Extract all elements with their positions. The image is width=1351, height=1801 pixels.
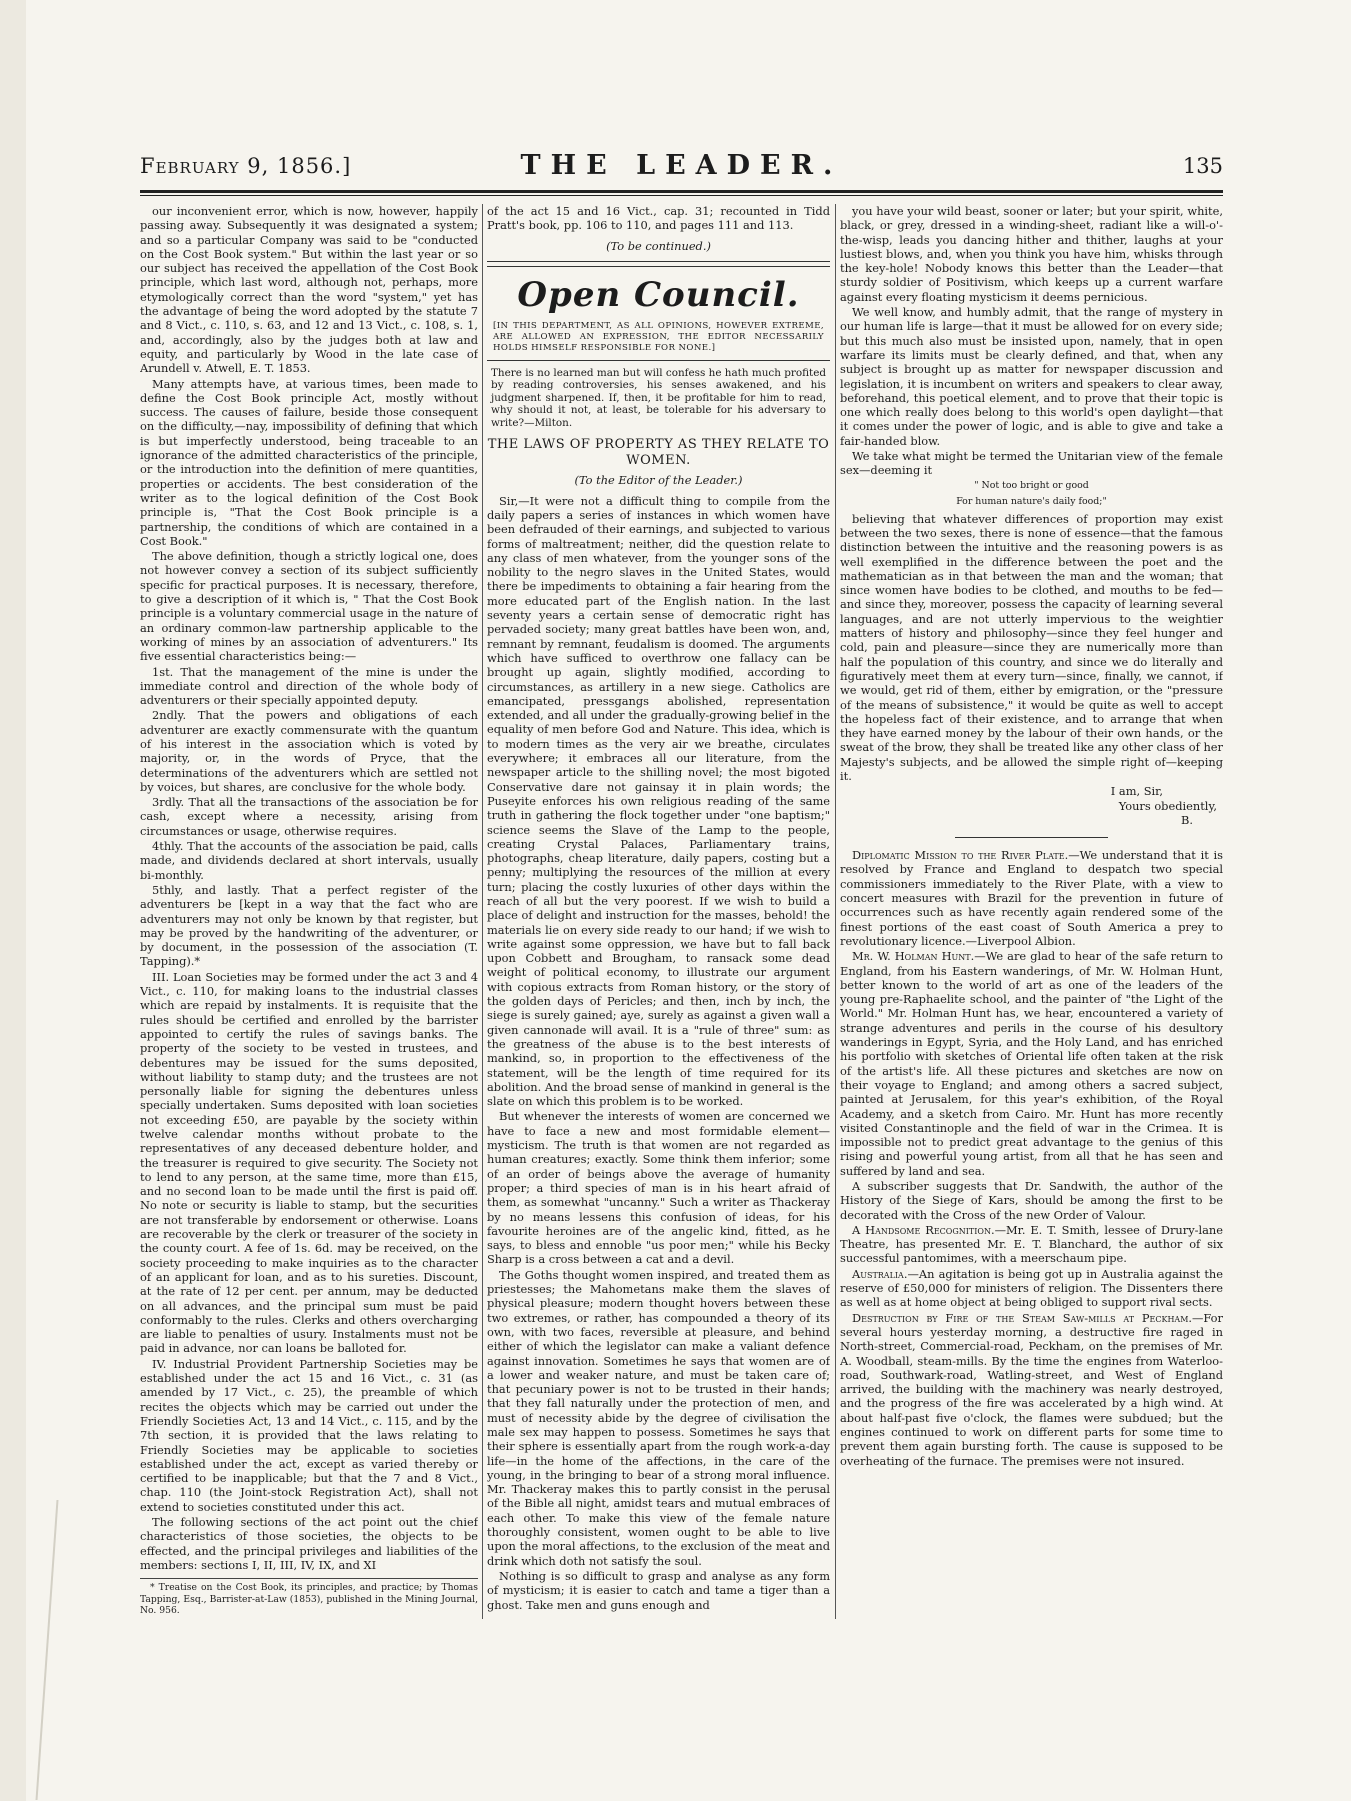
footnote: * Treatise on the Cost Book, its principles, and practice; by Thomas Tapping, Esq., Barrister-at-Law (1853), published in the Mining Journal, No. 956. bbox=[140, 1578, 478, 1616]
paragraph: Nothing is so difficult to grasp and analyse as any form of mysticism; it is easier to catch and tame a tiger than a ghost. Take men and guns enough and bbox=[487, 1568, 830, 1612]
news-item bbox=[840, 1267, 1223, 1310]
paragraph: 5thly, and lastly. That a perfect register of the adventurers be [kept in a way that the fact who are adventurers may not only be known by that register, but may be proved by the handwriting of the adventurer, or by document, in the possession of the association (T. Tapping).* bbox=[140, 882, 478, 969]
news-item-heading: A Handsome Recognition. bbox=[852, 1222, 995, 1237]
section-rule bbox=[487, 266, 830, 267]
news-items bbox=[840, 848, 1223, 1468]
paragraph: 4thly. That the accounts of the association be paid, calls made, and dividends declared at short intervals, usually bi-monthly. bbox=[140, 839, 478, 882]
continuation-text: of the act 15 and 16 Vict., cap. 31; recounted in Tidd Pratt's book, pp. 106 to 110, and pages 111 and 113. bbox=[487, 204, 830, 233]
news-item-body: —We understand that it is resolved by France and England to despatch two special commissioners immediately to the River Plate, with a view to concert measures with Brazil for the prevention in future of occurrences such as have recently again rendered some of the finest portions of the east coast of South America a prey to revolutionary licence.—Liverpool Albion. bbox=[840, 848, 1223, 948]
column-divider bbox=[835, 204, 836, 1619]
newspaper-title: THE LEADER. bbox=[520, 150, 843, 181]
paragraph: But whenever the interests of women are concerned we have to face a new and most formidable element—mysticism. The truth is that women are not regarded as human creatures; exactly. Some think them inferior; some of an order of beings above the average of humanity proper; a third species of man is in his heart afraid of them, as somewhat "uncanny." Such a writer as Thackeray by no means lessens this confusion of ideas, for his favourite heroines are of the angelic kind, fitted, as he says, to bless and ennoble "us poor men;" while his Becky Sharp is a cross between a cat and a devil. bbox=[487, 1109, 830, 1267]
to-be-continued: (To be continued.) bbox=[606, 238, 711, 253]
masthead bbox=[140, 148, 1223, 188]
paragraph: We take what might be termed the Unitarian view of the female sex—deeming it bbox=[840, 449, 1223, 478]
article-divider bbox=[955, 837, 1108, 838]
news-item-heading: Mr. W. Holman Hunt. bbox=[852, 949, 975, 964]
section-title: Open Council. bbox=[517, 274, 800, 315]
letter-continuation bbox=[840, 204, 1223, 478]
binding-mark bbox=[36, 1500, 129, 1800]
news-item-body: A subscriber suggests that Dr. Sandwith, the author of the History of the Siege of Kars, should be among the first to be decorated with the Cross of the new Order of Valour. bbox=[840, 1179, 1223, 1222]
news-item-heading: Australia. bbox=[852, 1266, 908, 1281]
paragraph: The above definition, though a strictly logical one, does not however convey a section of its subject sufficiently specific for practical purposes. It is necessary, therefore, to give a description of it which is, " That the Cost Book principle is a voluntary commercial usage in the nature of an ordinary common-law partnership applicable to the working of mines by an association of adventurers." Its five essential characteristics being:— bbox=[140, 549, 478, 664]
cost-book-article bbox=[140, 204, 478, 1572]
column-divider bbox=[482, 204, 483, 1619]
laws-of-property-letter bbox=[487, 494, 830, 1612]
paragraph: The Goths thought women inspired, and treated them as priestesses; the Mahometans make them the slaves of physical pleasure; modern thought hovers between these two extremes, or rather, has compounded a theory of its own, with two faces, reversible at pleasure, and behind either of which the legislator can make a valiant defence against innovation. Sometimes he says that women are of a lower and weaker nature, and must be taken care of; that pecuniary power is not to be trusted in their hands; that they fall naturally under the protection of men, and must of necessity abide by the degree of civilisation the male sex may happen to possess. Sometimes he says that their sphere is essentially apart from the rough work-a-day life—in the home of the affections, in the care of the young, in the bringing to bear of a strong moral influence. Mr. Thackeray makes this to partly consist in the perusal of the Bible all night, amidst tears and mutual embraces of each other. To make this view of the female nature thoroughly consistent, women ought to be able to live upon the moral affections, to the exclusion of the meat and drink which doth not satisfy the soul. bbox=[487, 1267, 830, 1568]
news-item-heading: Diplomatic Mission to the River Plate. bbox=[852, 848, 1069, 863]
news-item bbox=[840, 1223, 1223, 1266]
paragraph: believing that whatever differences of proportion may exist between the two sexes, there is none of essence—that the famous distinction between the intuitive and the reasoning powers is as well exemplified in the difference between the poet and the mathematician as in that between the man and the woman; that since women have bodies to be clothed, and mouths to be fed—and since they, moreover, possess the capacity of learning several languages, and are not utterly impervious to the weightier matters of history and philosophy—since they feel hunger and cold, pain and pleasure—since they are numerically more than half the population of this country, and since we do literally and figuratively meet them at every turn—since, finally, we cannot, if we would, get rid of them, either by emigration, or the "pressure of the means of subsistence," it would be quite as well to accept the hopeless fact of their existence, and to arrange that when they have earned money by the labour of their own hands, or the sweat of the brow, they shall be treated like any other class of her Majesty's subjects, and be allowed the simple right of—keeping it. bbox=[840, 511, 1223, 783]
news-item bbox=[840, 1179, 1223, 1222]
paragraph: 1st. That the management of the mine is under the immediate control and direction of the whole body of adventurers or their specially appointed deputy. bbox=[140, 664, 478, 708]
masthead-rule bbox=[140, 190, 1223, 193]
paragraph: We well know, and humbly admit, that the range of mystery in our human life is large—that it must be allowed for on every side; but this much also must be insisted upon, namely, that in open warfare its limits must be clearly defined, and that, when any subject is brought up as matter for newspaper discussion and legislation, it is incumbent on writers and speakers to clear away, beforehand, this poetical element, and to prove that their topic is one which really does belong to this world's open daylight—that it comes under the power of logic, and is able to give and take a fair-handed blow. bbox=[840, 305, 1223, 448]
column-3 bbox=[840, 204, 1223, 1624]
news-item-body: —For several hours yesterday morning, a destructive fire raged in North-street, Commercial-road, Peckham, on the premises of Mr. A. Woodball, steam-mills. By the time the engines from Waterloo-road, Southwark-road, Watling-street, and West of England arrived, the building with the machinery was nearly destroyed, and the progress of the fire was accelerated by a high wind. At about half-past five o'clock, the flames were subdued; but the engines continued to work on different parts for some time to prevent them again bursting forth. The cause is supposed to be overheating of the furnace. The premises were not insured. bbox=[840, 1310, 1223, 1468]
paragraph: IV. Industrial Provident Partnership Societies may be established under the act 15 and 16 Vict., c. 31 (as amended by 17 Vict., c. 25), the preamble of which recites the objects which may be carried out under the Friendly Societies Act, 13 and 14 Vict., c. 115, and by the 7th section, it is provided that the laws relating to Friendly Societies may be applicable to societies established under the act, except as varied thereby or certified to be inapplicable; but that the 7 and 8 Vict., chap. 110 (the Joint-stock Registration Act), shall not extend to societies constituted under this act. bbox=[140, 1356, 478, 1514]
article-title: THE LAWS OF PROPERTY AS THEY RELATE TO WOMEN. bbox=[487, 437, 830, 469]
signoff-closing: Yours obediently, bbox=[1118, 798, 1217, 813]
news-item-body: —We are glad to hear of the safe return to England, from his Eastern wanderings, of Mr. W. Holman Hunt, better known to the world of art as one of the leaders of the young pre-Raphaelite school, and the painter of "the Light of the World." Mr. Holman Hunt has, we hear, encountered a variety of strange adventures and perils in the course of his desultory wanderings in Egypt, Syria, and the Holy Land, and has enriched his portfolio with sketches of Oriental life often taken at the risk of the artist's life. All these pictures and sketches are now on their voyage to England; and among others a sacred subject, painted at Jerusalem, for this year's exhibition, of the Royal Academy, and a sketch from Cairo. Mr. Hunt has more recently visited Constantinople and the field of war in the Crimea. It is impossible not to predict great advantage to the genius of this rising and powerful young artist, from all that he has seen and suffered by land and sea. bbox=[840, 949, 1223, 1178]
page-edge-shadow bbox=[0, 0, 26, 1801]
paragraph: 2ndly. That the powers and obligations of each adventurer are exactly commensurate with the quantum of his interest in the association which is voted by majority, or, in the words of Pryce, that the determinations of the adventurers which are settled not by voices, but shares, are conclusive for the whole body. bbox=[140, 708, 478, 794]
editor-notice: [IN THIS DEPARTMENT, AS ALL OPINIONS, HOWEVER EXTREME, ARE ALLOWED AN EXPRESSION, THE EDITOR NECESSARILY HOLDS HIMSELF RESPONSIBLE FOR NONE.] bbox=[493, 320, 824, 353]
news-item-body: —Mr. E. T. Smith, lessee of Drury-lane Theatre, has presented Mr. E. T. Blanchard, the author of six successful pantomimes, with a meerschaum pipe. bbox=[840, 1222, 1223, 1266]
column-2 bbox=[487, 204, 830, 1624]
paragraph: 3rdly. That all the transactions of the association be for cash, except where a necessity, arising from circumstances or usage, otherwise requires. bbox=[140, 795, 478, 838]
news-item-body: —An agitation is being got up in Australia against the reserve of £50,000 for ministers of religion. The Dissenters there as well as at home object at being obliged to support rival sects. bbox=[840, 1266, 1223, 1310]
paragraph: The following sections of the act point out the chief characteristics of those societies, the objects to be effected, and the principal privileges and liabilities of the members: sections I, II, III, IV, IX, and XI bbox=[140, 1515, 478, 1572]
masthead-rule-thin bbox=[140, 195, 1223, 196]
news-item bbox=[840, 1311, 1223, 1468]
letter-conclusion bbox=[840, 512, 1223, 784]
news-item bbox=[840, 848, 1223, 948]
news-item-heading: Destruction by Fire of the Steam Saw-mills at Peckham. bbox=[852, 1310, 1193, 1325]
column-1 bbox=[140, 204, 478, 1624]
article-subtitle: (To the Editor of the Leader.) bbox=[574, 473, 743, 488]
paragraph: Many attempts have, at various times, been made to define the Cost Book principle Act, mostly without success. The causes of failure, beside those consequent on the difficulty,—nay, impossibility of defining that which is but imperfectly understood, being traceable to an ignorance of the admitted characteristics of the principle, or the introduction into the definition of mere quantities, properties or accidents. The best consideration of the writer as to the logical definition of the Cost Book principle is, "That the Cost Book principle is a partnership, the conditions of which are contained in a Cost Book." bbox=[140, 376, 478, 548]
paragraph: you have your wild beast, sooner or later; but your spirit, white, black, or grey, dressed in a winding-sheet, radiant like a will-o'-the-wisp, leads you dancing hither and thither, laughs at your lustiest blows, and, when you think you have him, whisks through the key-hole! Nobody knows this better than the Leader—that sturdy soldier of Positivism, which keeps up a current warfare against every floating mysticism it deems pernicious. bbox=[840, 204, 1223, 304]
section-rule bbox=[487, 360, 830, 361]
paragraph: Sir,—It were not a difficult thing to compile from the daily papers a series of instances in which women have been defrauded of their earnings, and subjected to various forms of maltreatment; neither, did the question relate to any class of men whatever, from the younger sons of the nobility to the negro slaves in the United States, would there be impediments to obtaining a fair hearing from the more educated part of the English nation. In the last seventy years a certain sense of democratic right has pervaded society; many great battles have been won, and, remnant by remnant, feudalism is doomed. The arguments which have sufficed to overthrow one fallacy can be brought up again, slightly modified, according to circumstances, as artillery in a new siege. Catholics are emancipated, pressgangs abolished, representation extended, and all under the gradually-growing belief in the equality of men before God and Nature. This idea, which is to modern times as the very air we breathe, circulates everywhere; it embraces all our literature, from the newspaper article to the shilling novel; the most bigoted Conservative dare not gainsay it in plain words; the Puseyite enforces his own religious reading of the same truth in gathering the flock together under "one baptism;" science seems the Slave of the Lamp to the people, creating Crystal Palaces, Parliamentary trains, photographs, cheap literature, daily papers, costing but a penny; multiplying the resources of the million at every turn; placing the costly luxuries of other days within the reach of all but the very poorest. If we wish to build a place of delight and instruction for the masses, behold! the materials lie on every side ready to our hand; if we wish to write against some oppression, we have but to fall back upon Cobbett and Brougham, to ransack some dead weight of political economy, to illustrate our argument with copious extracts from Roman history, or the story of the golden days of Pericles; and then, inch by inch, the siege is surely gained; aye, surely as against a given wall a given cannonade will avail. It is a "rule of three" sum: as the greatness of the abuse is to the best interests of mankind, so, in proportion to the effectiveness of the statement, will be the length of time required for its abolition. And the broad sense of mankind in general is the slate on which this problem is to be worked. bbox=[487, 493, 830, 1109]
news-item bbox=[840, 949, 1223, 1178]
paragraph: III. Loan Societies may be formed under the act 3 and 4 Vict., c. 110, for making loans to the industrial classes which are repaid by instalments. It is requisite that the rules should be certified and enrolled by the barrister appointed to certify the rules of savings banks. The property of the society to be vested in trustees, and debentures may be issued for the sums deposited, without liability to stamp duty; and the trustees are not personally liable for signing the debentures unless specially undertaken. Sums deposited with loan societies not exceeding £50, are payable by the society within twelve calendar months without probate to the representatives of any deceased debenture holder, and the treasurer is required to give security. The Society not to lend to any person, at the same time, more than £15, and no second loan to be made until the first is paid off. No note or security is liable to stamp, but the securities are not transferable by endorsement or otherwise. Loans are recoverable by the clerk or treasurer of the society in the county court. A fee of 1s. 6d. may be received, on the society proceeding to make inquiries as to the character of an applicant for loan, and as to his sureties. Discount, at the rate of 12 per cent. per annum, may be deducted on all advances, and the principal sum must be paid conformably to the rules. Clerks and others overcharging are liable to penalties of usury. Instalments must not be paid in advance, nor can loans be balloted for. bbox=[140, 969, 478, 1356]
verse-quote-line: " Not too bright or good bbox=[974, 479, 1089, 491]
section-rule bbox=[487, 261, 830, 262]
issue-date: February 9, 1856.] bbox=[140, 154, 352, 178]
signoff-salutation: I am, Sir, bbox=[1110, 784, 1163, 799]
signoff-initial: B. bbox=[1181, 812, 1193, 827]
verse-quote-line: For human nature's daily food;" bbox=[956, 495, 1107, 507]
paragraph: our inconvenient error, which is now, however, happily passing away. Subsequently it was designated a system; and so a particular Company was said to be "conducted on the Cost Book system." But within the last year or so our subject has received the appellation of the Cost Book principle, which last word, although not, perhaps, more etymologically correct than the word "system," yet has the advantage of being the word adopted by the statute 7 and 8 Vict., c. 110, s. 63, and 12 and 13 Vict., c. 108, s. 1, and, accordingly, also by the judges both at law and equity, and particularly by Wood in the late case of Arundell v. Atwell, E. T. 1853. bbox=[140, 204, 478, 376]
epigraph: There is no learned man but will confess he hath much profited by reading controversies, his senses awakened, and his judgment sharpened. If, then, it be profitable for him to read, why should it not, at least, be tolerable for his adversary to write?—Milton. bbox=[491, 366, 826, 429]
page-number: 135 bbox=[1182, 154, 1223, 178]
